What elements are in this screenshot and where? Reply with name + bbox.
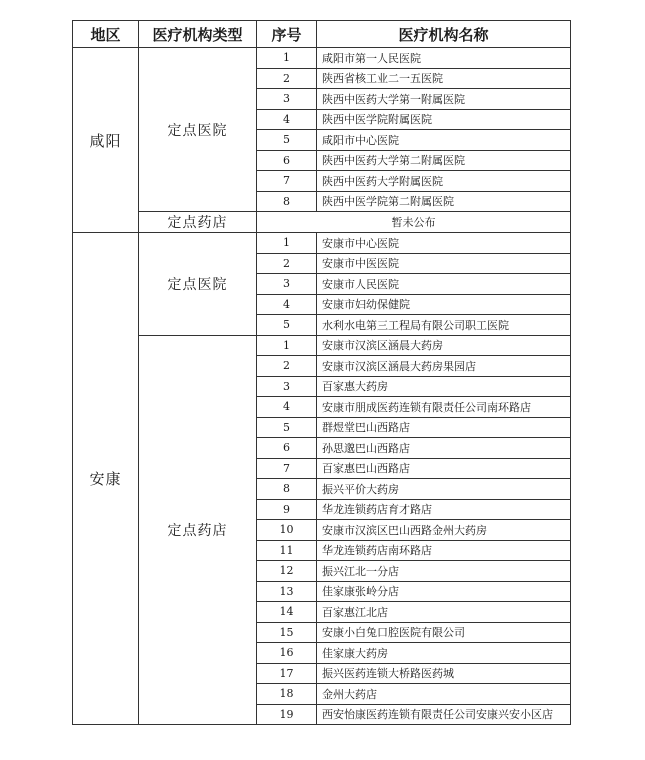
institution-name-cell: 华龙连锁药店南环路店 — [317, 540, 571, 561]
table-body — [73, 48, 571, 725]
institution-name-cell: 安康市中心医院 — [317, 233, 571, 254]
serial-number-cell: 16 — [257, 643, 317, 664]
table-row — [73, 48, 571, 69]
serial-number-cell: 6 — [257, 438, 317, 459]
serial-number-cell: 4 — [257, 109, 317, 130]
institution-name-cell: 暂未公布 — [257, 212, 571, 233]
serial-number-cell: 11 — [257, 540, 317, 561]
serial-number-cell: 5 — [257, 130, 317, 151]
institution-name-cell: 孙思邈巴山西路店 — [317, 438, 571, 459]
institution-name-cell: 安康市朋成医药连锁有限责任公司南环路店 — [317, 397, 571, 418]
serial-number-cell: 9 — [257, 499, 317, 520]
serial-number-cell: 2 — [257, 253, 317, 274]
serial-number-cell: 14 — [257, 602, 317, 623]
serial-number-cell: 3 — [257, 89, 317, 110]
serial-number-cell: 3 — [257, 376, 317, 397]
institution-name-cell: 华龙连锁药店育才路店 — [317, 499, 571, 520]
serial-number-cell: 5 — [257, 315, 317, 336]
serial-number-cell: 12 — [257, 561, 317, 582]
institution-name-cell: 振兴江北一分店 — [317, 561, 571, 582]
institution-type-cell: 定点医院 — [139, 48, 257, 212]
table-row — [73, 233, 571, 254]
institution-name-cell: 佳家康张岭分店 — [317, 581, 571, 602]
serial-number-cell: 13 — [257, 581, 317, 602]
institution-type-cell: 定点药店 — [139, 212, 257, 233]
serial-number-cell: 2 — [257, 68, 317, 89]
institution-name-cell: 安康市妇幼保健院 — [317, 294, 571, 315]
institution-name-cell: 安康市汉滨区巴山西路金州大药房 — [317, 520, 571, 541]
table-row — [73, 212, 571, 233]
medical-institution-table — [72, 20, 571, 725]
institution-name-cell: 佳家康大药房 — [317, 643, 571, 664]
institution-name-cell: 金州大药店 — [317, 684, 571, 705]
header-region: 地区 — [73, 21, 139, 48]
institution-name-cell: 陕西中医学院第二附属医院 — [317, 191, 571, 212]
serial-number-cell: 6 — [257, 150, 317, 171]
institution-type-cell: 定点药店 — [139, 335, 257, 725]
serial-number-cell: 2 — [257, 356, 317, 377]
header-number: 序号 — [257, 21, 317, 48]
institution-name-cell: 咸阳市中心医院 — [317, 130, 571, 151]
institution-name-cell: 振兴平价大药房 — [317, 479, 571, 500]
institution-name-cell: 百家惠巴山西路店 — [317, 458, 571, 479]
serial-number-cell: 4 — [257, 294, 317, 315]
institution-name-cell: 百家惠大药房 — [317, 376, 571, 397]
serial-number-cell: 10 — [257, 520, 317, 541]
institution-name-cell: 安康小白兔口腔医院有限公司 — [317, 622, 571, 643]
header-type: 医疗机构类型 — [139, 21, 257, 48]
serial-number-cell: 7 — [257, 458, 317, 479]
institution-name-cell: 群煜堂巴山西路店 — [317, 417, 571, 438]
serial-number-cell: 18 — [257, 684, 317, 705]
institution-name-cell: 陕西中医药大学第二附属医院 — [317, 150, 571, 171]
institution-name-cell: 百家惠江北店 — [317, 602, 571, 623]
institution-name-cell: 安康市人民医院 — [317, 274, 571, 295]
institution-name-cell: 陕西省核工业二一五医院 — [317, 68, 571, 89]
institution-name-cell: 水利水电第三工程局有限公司职工医院 — [317, 315, 571, 336]
region-cell: 安康 — [73, 233, 139, 725]
serial-number-cell: 5 — [257, 417, 317, 438]
serial-number-cell: 15 — [257, 622, 317, 643]
serial-number-cell: 1 — [257, 335, 317, 356]
serial-number-cell: 8 — [257, 479, 317, 500]
serial-number-cell: 1 — [257, 48, 317, 69]
region-cell: 咸阳 — [73, 48, 139, 233]
table-row — [73, 335, 571, 356]
institution-name-cell: 安康市汉滨区涵晨大药房果园店 — [317, 356, 571, 377]
institution-name-cell: 安康市中医医院 — [317, 253, 571, 274]
serial-number-cell: 19 — [257, 704, 317, 725]
institution-name-cell: 陕西中医药大学附属医院 — [317, 171, 571, 192]
institution-name-cell: 咸阳市第一人民医院 — [317, 48, 571, 69]
serial-number-cell: 7 — [257, 171, 317, 192]
serial-number-cell: 3 — [257, 274, 317, 295]
serial-number-cell: 4 — [257, 397, 317, 418]
serial-number-cell: 17 — [257, 663, 317, 684]
institution-type-cell: 定点医院 — [139, 233, 257, 336]
serial-number-cell: 8 — [257, 191, 317, 212]
header-name: 医疗机构名称 — [317, 21, 571, 48]
serial-number-cell: 1 — [257, 233, 317, 254]
institution-name-cell: 陕西中医药大学第一附属医院 — [317, 89, 571, 110]
institution-name-cell: 西安怡康医药连锁有限责任公司安康兴安小区店 — [317, 704, 571, 725]
institution-name-cell: 振兴医药连锁大桥路医药城 — [317, 663, 571, 684]
institution-name-cell: 陕西中医学院附属医院 — [317, 109, 571, 130]
institution-name-cell: 安康市汉滨区涵晨大药房 — [317, 335, 571, 356]
header-row — [73, 21, 571, 48]
